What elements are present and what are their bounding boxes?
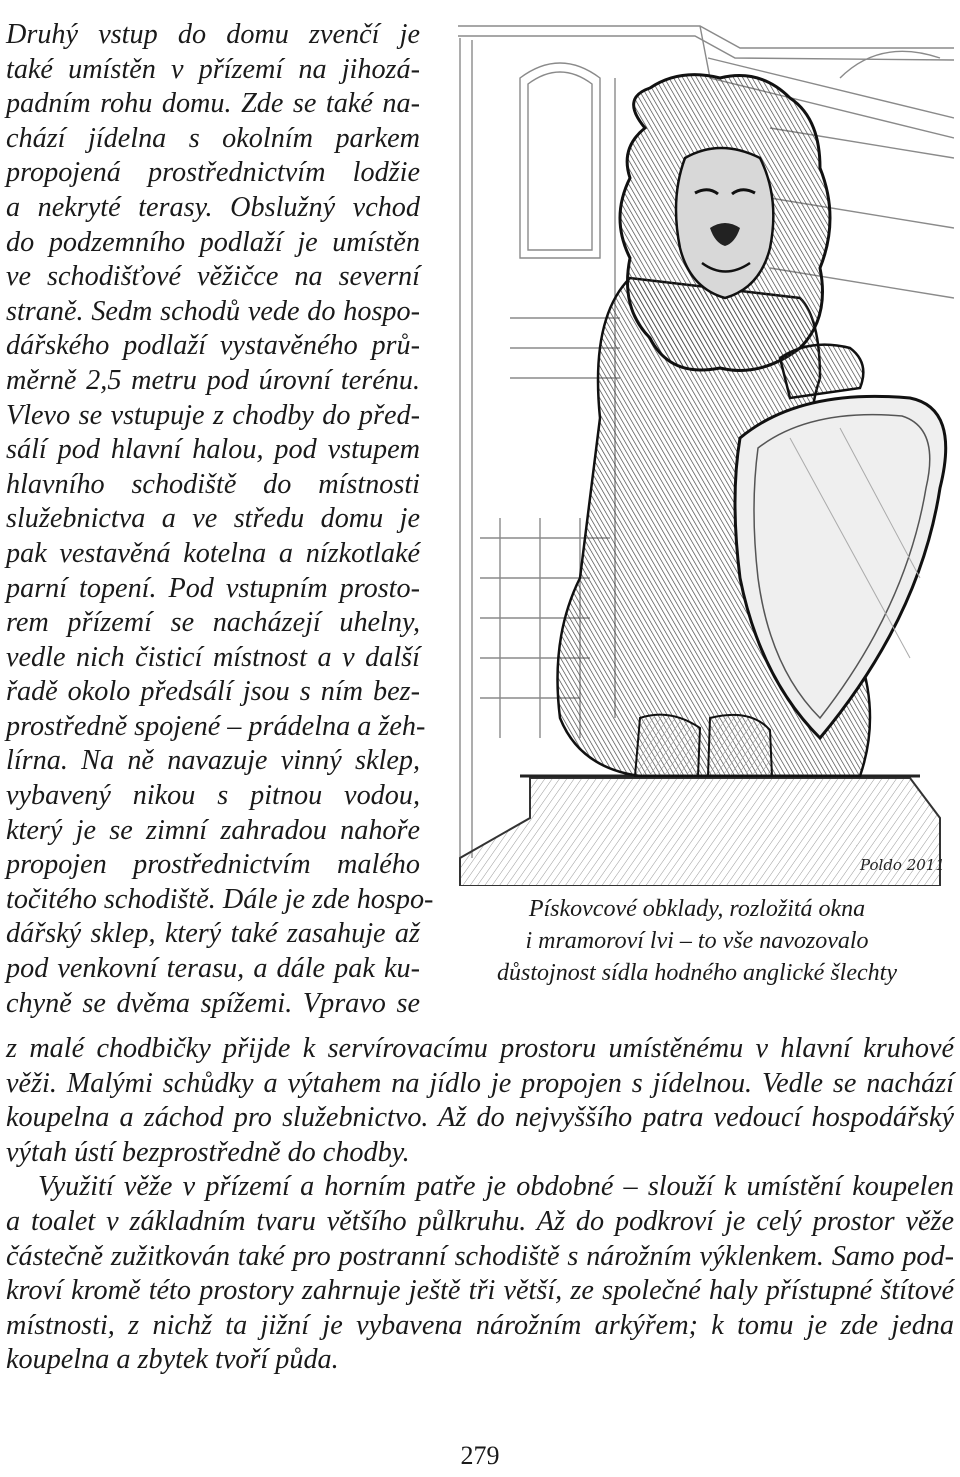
caption-line: i mramoroví lvi – to vše navozovalo bbox=[525, 928, 869, 954]
text-line: Vlevo se vstupuje z chodby do před- bbox=[6, 399, 420, 431]
text-line: padním rohu domu. Zde se také na- bbox=[6, 88, 420, 120]
text-line: propojen prostřednictvím malého bbox=[6, 849, 420, 881]
text-line: pak vestavěná kotelna a nízkotlaké bbox=[6, 537, 420, 569]
text-line: ve schodišťové věžičce na severní bbox=[6, 261, 420, 293]
lion-statue-illustration bbox=[440, 18, 954, 886]
text-line: Druhý vstup do domu zvenčí je bbox=[6, 19, 420, 50]
figure-caption bbox=[440, 893, 954, 989]
text-line: točitého schodiště. Dále je zde hospo- bbox=[6, 883, 434, 915]
text-line: pod venkovní terasu, a dále pak ku- bbox=[6, 953, 420, 985]
page-number: 279 bbox=[460, 1441, 500, 1470]
artist-signature: Poldo 2011 bbox=[860, 856, 945, 874]
text-line: koupelna a zbytek tvoří půda. bbox=[6, 1344, 339, 1376]
text-line: sálí pod hlavní halou, pod vstupem bbox=[6, 434, 420, 466]
full-width-text bbox=[6, 1032, 954, 1378]
text-line: výtah ústí bezprostředně do chodby. bbox=[6, 1136, 410, 1168]
text-line: rem přízemí se nacházejí uhelny, bbox=[6, 607, 420, 639]
text-line: vybavený nikou s pitnou vodou, bbox=[6, 780, 420, 812]
text-line: částečně zužitkován také pro postranní schodiště s nárožním výklenkem. Samo pod- bbox=[6, 1240, 954, 1272]
text-line: a toalet v základním tvaru většího půlkruhu. Až do podkroví je celý prostor věže bbox=[6, 1205, 954, 1237]
text-line: chyně se dvěma spížemi. Vpravo se bbox=[6, 987, 420, 1019]
left-text-column bbox=[6, 18, 434, 1021]
text-line: z malé chodbičky přijde k servírovacímu prostoru umístěnému v hlavní kruhové bbox=[6, 1033, 954, 1064]
text-line: věži. Malými schůdky a výtahem na jídlo je propojen s jídelnou. Vedle se nachází bbox=[6, 1067, 954, 1099]
text-line: vedle nich čisticí místnost a v další bbox=[6, 641, 420, 673]
text-line: propojená prostřednictvím lodžie bbox=[6, 157, 420, 189]
text-line: lírna. Na ně navazuje vinný sklep, bbox=[6, 745, 420, 777]
text-line: a nekryté terasy. Obslužný vchod bbox=[6, 191, 420, 223]
text-line: do podzemního podlaží je umístěn bbox=[6, 226, 420, 258]
text-line: hlavního schodiště do místnosti bbox=[6, 468, 420, 500]
text-line: parní topení. Pod vstupním prosto- bbox=[6, 572, 420, 604]
text-line: dářský sklep, který také zasahuje až bbox=[6, 918, 420, 950]
text-line: kroví kromě této prostory zahrnuje ještě tři větší, ze společné haly přístupné štítové bbox=[6, 1275, 954, 1307]
text-line: Využití věže v přízemí a horním patře je obdobné – slouží k umístění koupelen bbox=[38, 1171, 954, 1203]
text-line: také umístěn v přízemí na jihozá- bbox=[6, 53, 420, 85]
text-line: místnosti, z nichž ta jižní je vybavena nárožním arkýřem; k tomu je zde jedna bbox=[6, 1309, 954, 1341]
text-line: řadě okolo předsálí jsou s ním bez- bbox=[6, 676, 420, 708]
lion-statue-with-shield-icon bbox=[440, 18, 954, 886]
text-line: dářského podlaží vystavěného prů- bbox=[6, 330, 420, 362]
text-line: prostředně spojené – prádelna a žeh- bbox=[6, 710, 426, 742]
text-line: měrně 2,5 metru pod úrovní terénu. bbox=[6, 364, 420, 396]
caption-line: důstojnost sídla hodného anglické šlechty bbox=[497, 960, 897, 986]
text-line: koupelna a záchod pro služebnictvo. Až do nejvyššího patra vedoucí hospodářský bbox=[6, 1102, 954, 1134]
text-line: straně. Sedm schodů vede do hospo- bbox=[6, 295, 420, 327]
text-line: služebnictva a ve středu domu je bbox=[6, 503, 420, 535]
caption-line: Pískovcové obklady, rozložitá okna bbox=[528, 896, 866, 922]
text-line: který je se zimní zahradou nahoře bbox=[6, 814, 420, 846]
text-line: chází jídelna s okolním parkem bbox=[6, 122, 420, 154]
